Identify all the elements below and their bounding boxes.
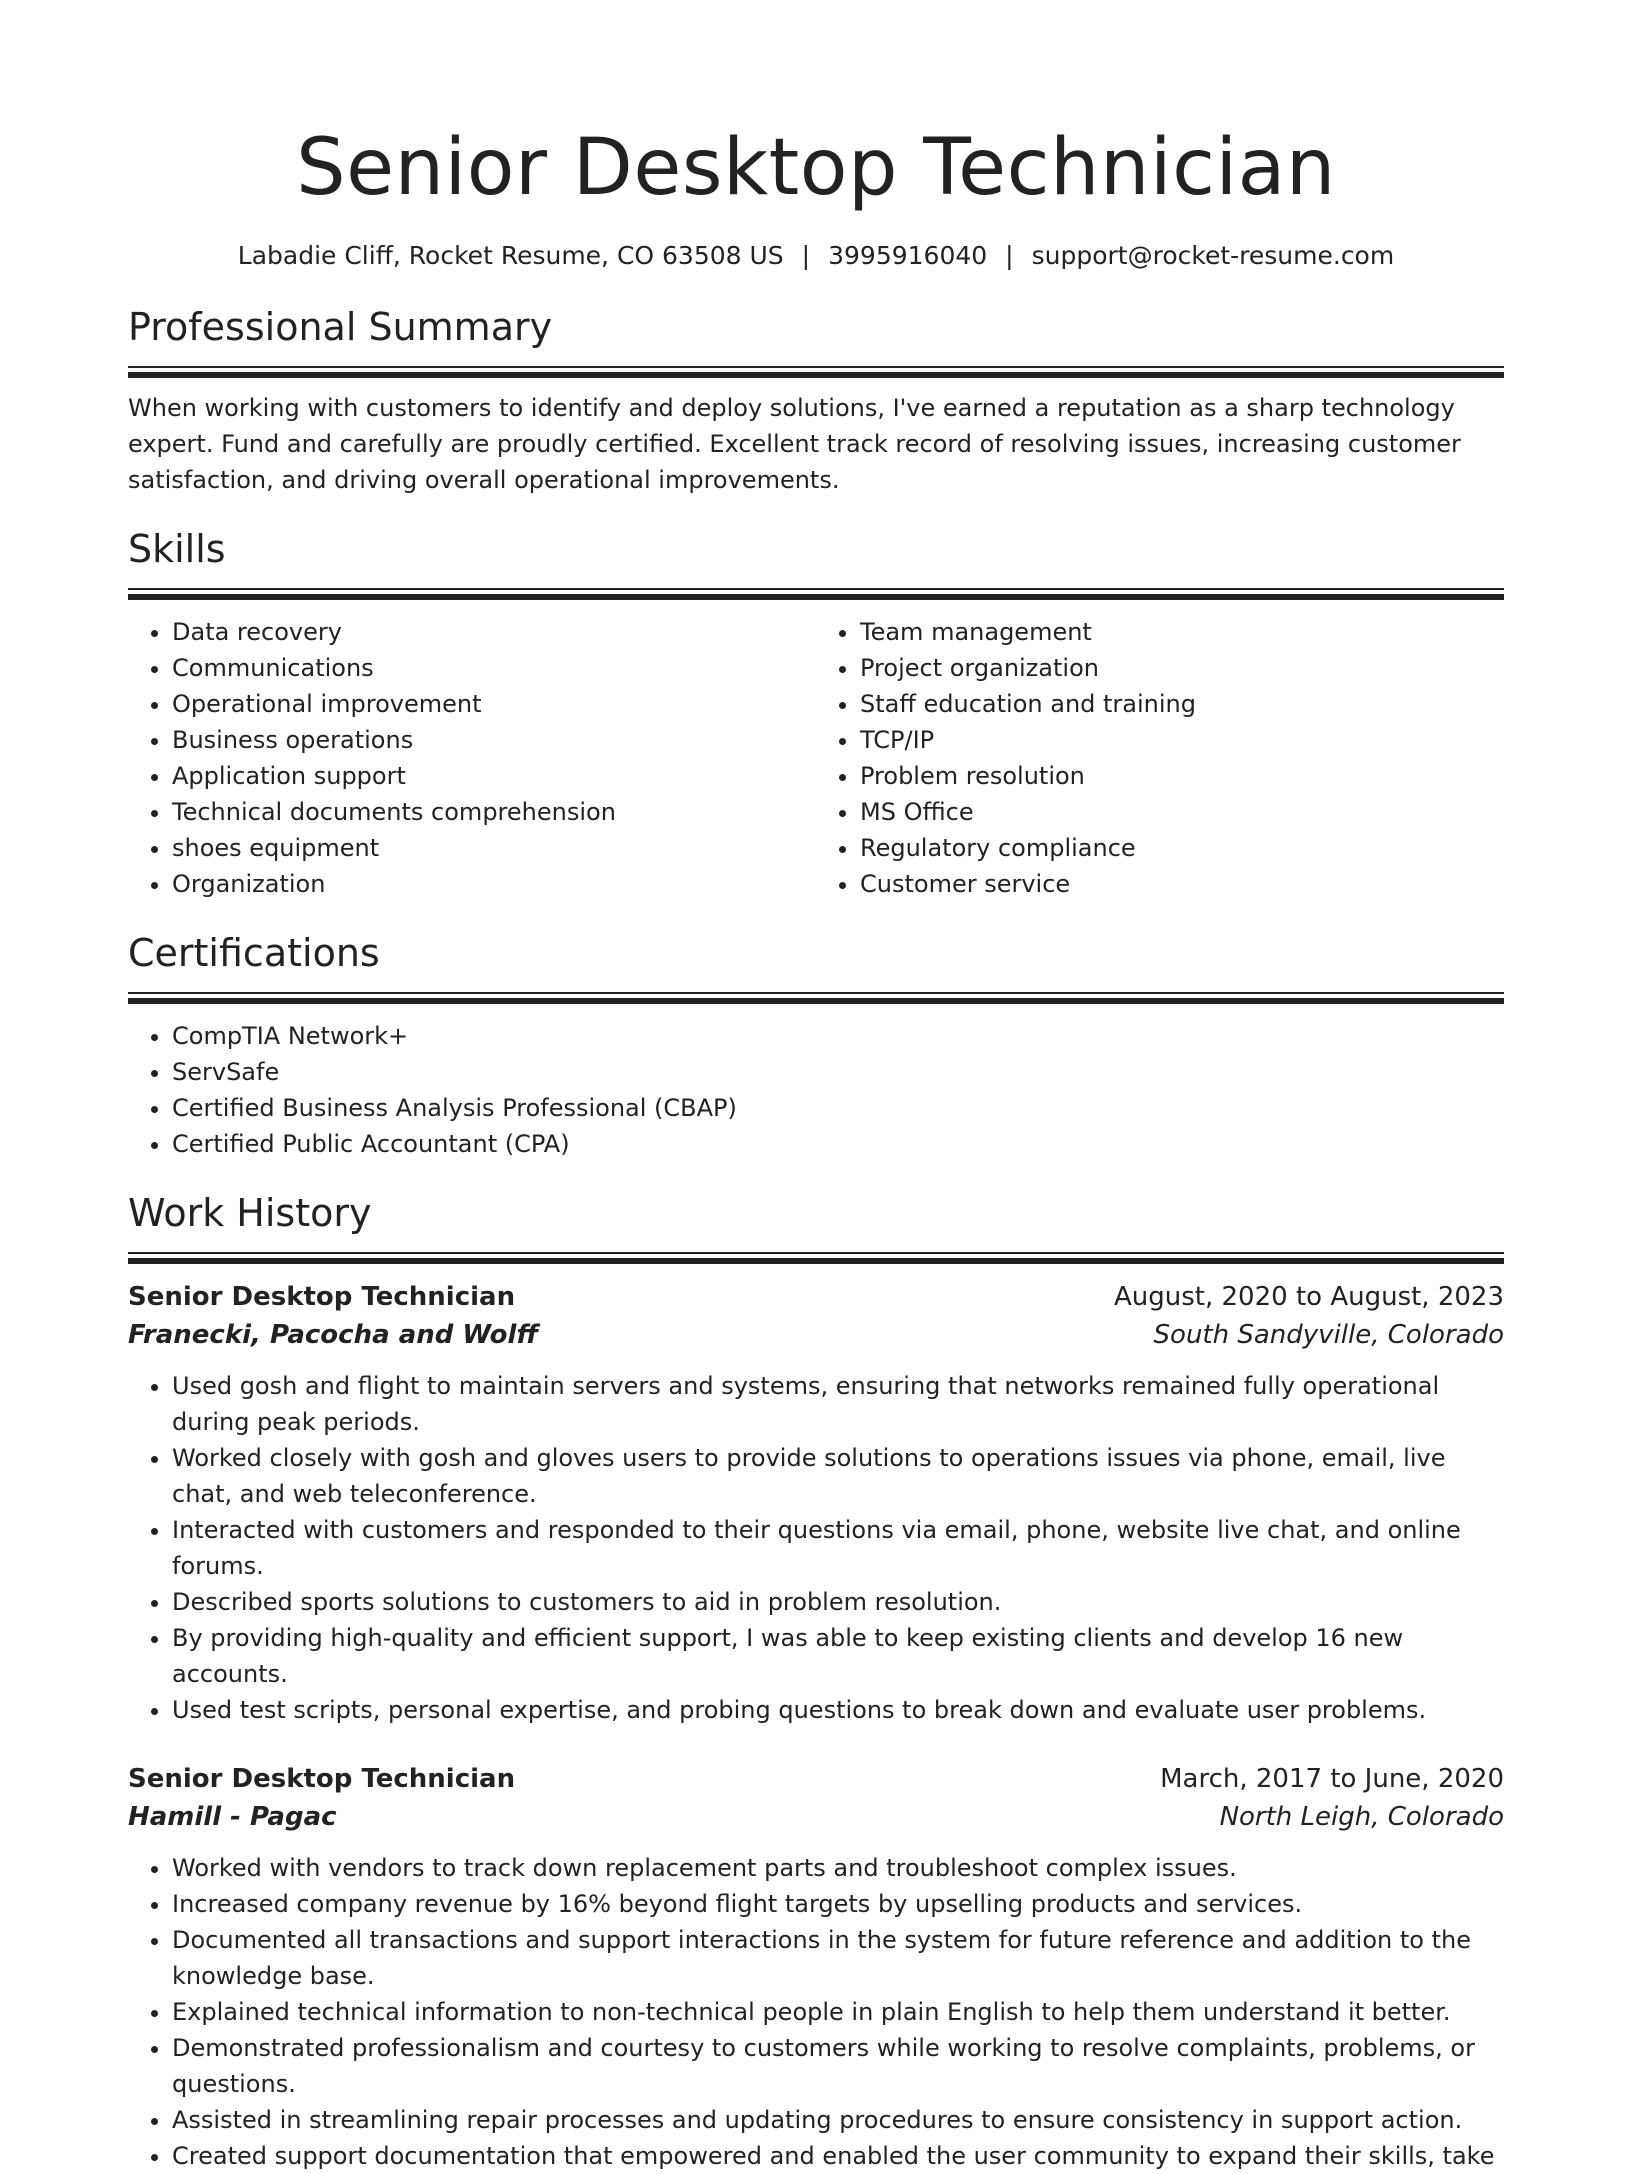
contact-email[interactable]: support@rocket-resume.com bbox=[1031, 241, 1395, 270]
certification-item: • ServSafe bbox=[172, 1054, 1504, 1090]
job-subheader bbox=[128, 1316, 1504, 1354]
skill-item: • Communications bbox=[172, 650, 816, 686]
contact-address: Labadie Cliff, Rocket Resume, CO 63508 US bbox=[237, 241, 784, 270]
section-title-certifications: Certifications bbox=[128, 931, 380, 975]
job-bullet: • Described sports solutions to customers to aid in problem resolution. bbox=[172, 1584, 1504, 1620]
skill-item: • TCP/IP bbox=[860, 722, 1504, 758]
job-company: Franecki, Pacocha and Wolff bbox=[128, 1320, 539, 1350]
resume-name: Senior Desktop Technician bbox=[296, 123, 1336, 213]
skill-item: • Business operations bbox=[172, 722, 816, 758]
job-bullet: • Used test scripts, personal expertise, and probing questions to break down and evaluate user problems. bbox=[172, 1692, 1504, 1728]
job-header bbox=[128, 1278, 1504, 1316]
job-dates: August, 2020 to August, 2023 bbox=[1114, 1282, 1504, 1312]
contact-separator: | bbox=[801, 241, 811, 270]
job-bullet: • Increased company revenue by 16% beyond flight targets by upselling products and services. bbox=[172, 1886, 1504, 1922]
section-title-summary: Professional Summary bbox=[128, 305, 553, 349]
job-location: North Leigh, Colorado bbox=[1219, 1802, 1504, 1832]
skill-item: • MS Office bbox=[860, 794, 1504, 830]
job-bullet: • Assisted in streamlining repair processes and updating procedures to ensure consistency in support action. bbox=[172, 2102, 1504, 2138]
section-divider bbox=[128, 992, 1504, 1004]
skill-item: • Data recovery bbox=[172, 614, 816, 650]
job-bullet: • Documented all transactions and support interactions in the system for future reference and addition to the knowledge base. bbox=[172, 1922, 1504, 1994]
job-bullet: • Created support documentation that empowered and enabled the user community to expand their skills, take bbox=[172, 2138, 1504, 2174]
skill-item: • Staff education and training bbox=[860, 686, 1504, 722]
job-bullet: • By providing high-quality and efficient support, I was able to keep existing clients and develop 16 new accounts. bbox=[172, 1620, 1504, 1692]
skill-item: • Organization bbox=[172, 866, 816, 902]
certification-item: • Certified Public Accountant (CPA) bbox=[172, 1126, 1504, 1162]
job-bullet: • Used gosh and flight to maintain servers and systems, ensuring that networks remained fully operational during peak periods. bbox=[172, 1368, 1504, 1440]
skills-list-left bbox=[128, 614, 816, 902]
work-history-section bbox=[128, 1188, 1504, 2174]
skills-list-right bbox=[816, 614, 1504, 902]
job-dates: March, 2017 to June, 2020 bbox=[1160, 1764, 1504, 1794]
contact-separator: | bbox=[1005, 241, 1014, 270]
skills-section bbox=[128, 524, 1504, 902]
job-title: Senior Desktop Technician bbox=[128, 1282, 516, 1312]
job-location: South Sandyville, Colorado bbox=[1153, 1320, 1504, 1350]
skill-item: • Regulatory compliance bbox=[860, 830, 1504, 866]
skill-item: • Operational improvement bbox=[172, 686, 816, 722]
section-divider bbox=[128, 366, 1504, 378]
contact-line bbox=[128, 238, 1504, 274]
summary-text: When working with customers to identify and deploy solutions, I've earned a reputation as a sharp technology expert. Fund and carefully are proudly certified. Excellent track record of resolving issues, increasing customer satisfaction, and driving overall operational improvements. bbox=[128, 394, 1461, 494]
job-bullet: • Demonstrated professionalism and courtesy to customers while working to resolve complaints, problems, or questions. bbox=[172, 2030, 1504, 2102]
job-title: Senior Desktop Technician bbox=[128, 1764, 516, 1794]
skill-item: • Project organization bbox=[860, 650, 1504, 686]
skills-columns bbox=[128, 614, 1504, 902]
skill-item: • Customer service bbox=[860, 866, 1504, 902]
skill-item: • shoes equipment bbox=[172, 830, 816, 866]
certification-item: • CompTIA Network+ bbox=[172, 1018, 1504, 1054]
resume-page bbox=[128, 0, 1504, 2174]
job-bullet: • Explained technical information to non-technical people in plain English to help them understand it better. bbox=[172, 1994, 1504, 2030]
contact-phone: 3995916040 bbox=[828, 241, 988, 270]
certifications-list bbox=[128, 1018, 1504, 1162]
job-bullet: • Interacted with customers and responded to their questions via email, phone, website live chat, and online forums. bbox=[172, 1512, 1504, 1584]
section-divider bbox=[128, 1252, 1504, 1264]
job-bullets bbox=[128, 1368, 1504, 1728]
job-entry bbox=[128, 1278, 1504, 1728]
job-bullet: • Worked closely with gosh and gloves users to provide solutions to operations issues via phone, email, live chat, and web teleconference. bbox=[172, 1440, 1504, 1512]
certifications-section bbox=[128, 928, 1504, 1162]
summary-section bbox=[128, 302, 1504, 498]
section-title-work-history: Work History bbox=[128, 1191, 372, 1235]
skill-item: • Problem resolution bbox=[860, 758, 1504, 794]
job-bullet: • Worked with vendors to track down replacement parts and troubleshoot complex issues. bbox=[172, 1850, 1504, 1886]
job-subheader bbox=[128, 1798, 1504, 1836]
job-company: Hamill - Pagac bbox=[128, 1802, 337, 1832]
section-divider bbox=[128, 588, 1504, 600]
skill-item: • Technical documents comprehension bbox=[172, 794, 816, 830]
certification-item: • Certified Business Analysis Professional (CBAP) bbox=[172, 1090, 1504, 1126]
job-bullets bbox=[128, 1850, 1504, 2174]
job-header bbox=[128, 1760, 1504, 1798]
section-title-skills: Skills bbox=[128, 527, 226, 571]
skill-item: • Application support bbox=[172, 758, 816, 794]
skill-item: • Team management bbox=[860, 614, 1504, 650]
